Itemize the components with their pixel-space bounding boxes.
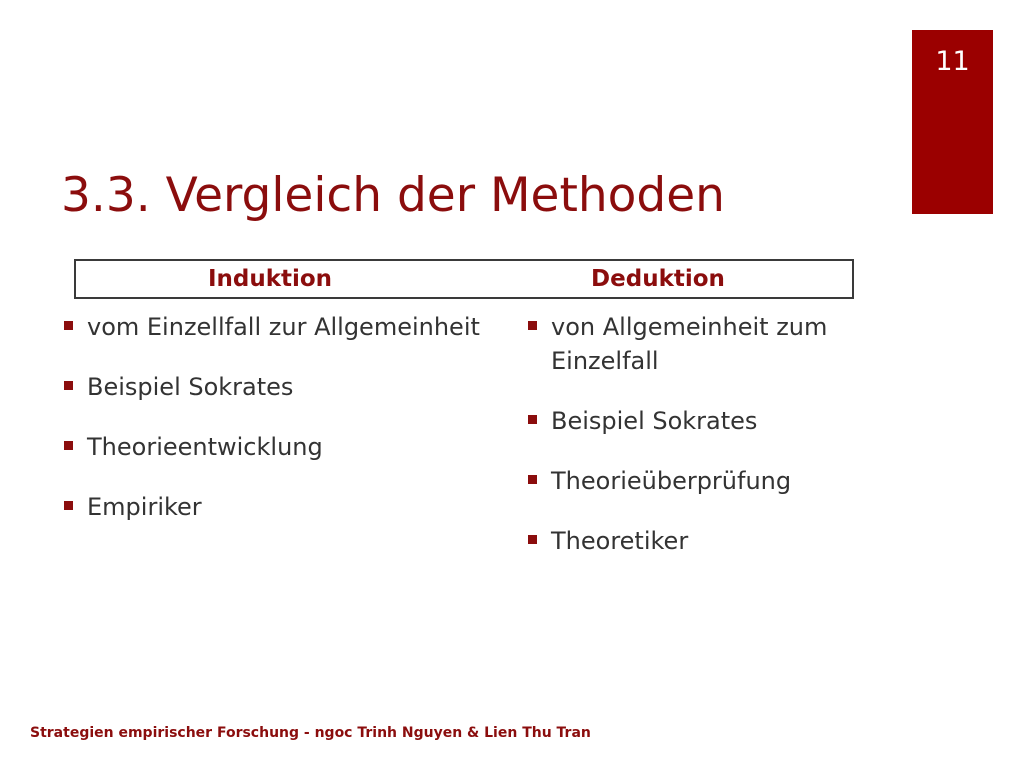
list-item — [62, 490, 482, 524]
square-bullet-icon — [528, 535, 537, 544]
square-bullet-icon — [528, 321, 537, 330]
list-item — [62, 430, 482, 464]
square-bullet-icon — [528, 415, 537, 424]
list-item — [526, 524, 906, 558]
slide-number-box — [912, 30, 993, 214]
square-bullet-icon — [64, 321, 73, 330]
list-item-text: Theorieüberprüfung — [551, 467, 792, 495]
square-bullet-icon — [64, 441, 73, 450]
list-item-text: Empiriker — [87, 493, 202, 521]
square-bullet-icon — [528, 475, 537, 484]
list-item — [526, 310, 906, 378]
slide-number: 11 — [935, 46, 970, 77]
list-item-text: Beispiel Sokrates — [87, 373, 294, 401]
list-item-text: Theoretiker — [551, 527, 689, 555]
list-item-text: vom Einzellfall zur Allgemeinheit — [87, 313, 480, 341]
list-item — [526, 464, 906, 498]
footer-text: Strategien empirischer Forschung - ngoc Trinh Nguyen & Lien Thu Tran — [30, 725, 591, 741]
comparison-header — [74, 259, 854, 299]
list-item-text: Beispiel Sokrates — [551, 407, 758, 435]
header-deduktion: Deduktion — [591, 266, 725, 292]
list-item — [526, 404, 906, 438]
square-bullet-icon — [64, 381, 73, 390]
square-bullet-icon — [64, 501, 73, 510]
induktion-list — [62, 310, 482, 550]
deduktion-list — [526, 310, 906, 584]
list-item-text: Theorieentwicklung — [87, 433, 323, 461]
header-induktion: Induktion — [207, 266, 333, 292]
list-item — [62, 370, 482, 404]
list-item — [62, 310, 482, 344]
slide-title: 3.3. Vergleich der Methoden — [61, 168, 725, 223]
list-item-text: von Allgemeinheit zum Einzelfall — [551, 313, 828, 375]
